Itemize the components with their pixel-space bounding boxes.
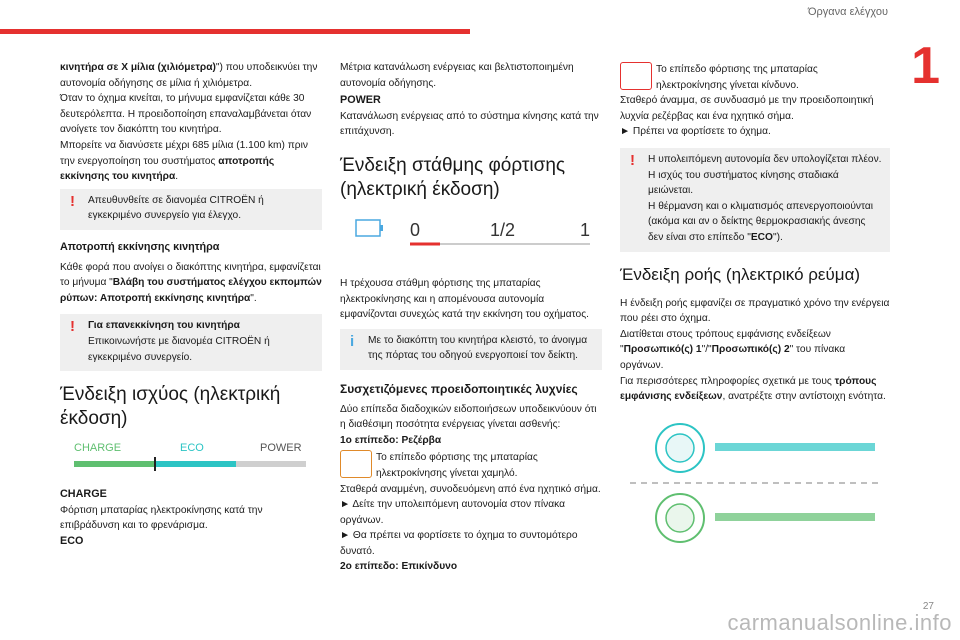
warning-note: ! Για επανεκκίνηση του κινητήρα Επικοινωνήστε με διανομέα CITROËN ή εγκεκριμένο συνεργείο. — [60, 314, 322, 371]
heading-charge: CHARGE — [60, 488, 107, 501]
heading-flow: Ένδειξη ροής (ηλεκτρικό ρεύμα) — [620, 264, 861, 284]
paragraph: Μπορείτε να διανύσετε μέχρι 685 μίλια (1.100 km) πριν την ενεργοποίηση του συστήματος αποτροπής εκκίνησης του κινητήρα. — [60, 139, 308, 183]
level-1-heading: 1ο επίπεδο: Ρεζέρβα — [340, 434, 442, 446]
page-number: 27 — [922, 601, 934, 612]
heading-warning-lamps: Συσχετιζόμενες προειδοποιητικές λυχνίες — [340, 381, 578, 396]
scale-label: 1 — [580, 219, 591, 240]
warning-icon: ! — [70, 192, 75, 210]
info-icon: i — [350, 332, 355, 350]
battery-reserve-icon — [340, 450, 372, 478]
level-2-heading: 2ο επίπεδο: Επικίνδυνο — [340, 561, 458, 573]
level-1-row: Το επίπεδο φόρτισης της μπαταρίας ηλεκτροκίνησης γίνεται χαμηλό. — [340, 450, 602, 481]
heading-charge-level: Ένδειξη στάθμης φόρτισης (ηλεκτρική έκδοση) — [340, 154, 566, 200]
scale-label: 1/2 — [490, 219, 516, 240]
warning-note: ! Η υπολειπόμενη αυτονομία δεν υπολογίζεται πλέον. Η ισχύς του συστήματος κίνησης σταδιακά μειώνεται. Η θέρμανση και ο κλιματισμός απενεργοποιούνται (ακόμα και αν ο δείκτης θερμοκρασιακής άνεσης δεν είναι στο επίπεδο "ECO"). — [620, 148, 890, 252]
paragraph: Σταθερό άναμμα, σε συνδυασμό με την προειδοποιητική λυχνία ρεζέρβας και ένα ηχητικό σήμα. — [620, 95, 874, 122]
scale-label: 0 — [410, 219, 421, 240]
battery-gauge-graphic — [340, 212, 602, 268]
paragraph: Όταν το όχημα κινείται, το μήνυμα εμφανίζεται κάθε 30 δευτερόλεπτα. Η προειδοποίηση επαναλαμβάνεται όταν ανοίγετε τον διακόπτη του κινητήρα. — [60, 93, 312, 136]
section-title: Όργανα ελέγχου — [808, 6, 888, 18]
power-gauge-label: ECO — [180, 442, 204, 455]
flow-bar — [715, 443, 875, 451]
battery-danger-icon — [620, 62, 652, 90]
paragraph: Η ένδειξη ροής εμφανίζει σε πραγματικό χρόνο την ενέργεια που ρέει στο όχημα. — [620, 297, 890, 325]
paragraph: Φόρτιση μπαταρίας ηλεκτροκίνησης κατά την επιβράδυνση και το φρενάρισμα. — [60, 504, 263, 532]
heading-power: POWER — [340, 94, 381, 107]
column-2 — [340, 60, 602, 575]
paragraph: Μέτρια κατανάλωση ενέργειας και βελτιστοποιημένη αυτονομία οδήγησης. — [340, 62, 574, 89]
bullet: ► Δείτε την υπολειπόμενη αυτονομία στον πίνακα οργάνων. — [340, 499, 566, 526]
charge-level-figure — [340, 212, 602, 268]
warning-icon: ! — [70, 318, 75, 336]
header-accent-bar — [0, 29, 470, 34]
level-2-row: Το επίπεδο φόρτισης της μπαταρίας ηλεκτροκίνησης γίνεται κίνδυνο. — [620, 62, 890, 93]
paragraph: Για περισσότερες πληροφορίες σχετικά με τους τρόπους εμφάνισης ενδείξεων, ανατρέξτε στην αντίστοιχη ενότητα. — [620, 375, 886, 403]
paragraph: Διατίθεται στους τρόπους εμφάνισης ενδείξεων "Προσωπικό(ς) 1"/"Προσωπικό(ς) 2" του πίνακα οργάνων. — [620, 328, 846, 371]
warning-icon: ! — [630, 151, 635, 169]
power-gauge-label: POWER — [260, 442, 302, 455]
paragraph: Κατανάλωση ενέργειας από το σύστημα κίνησης κατά την επιτάχυνση. — [340, 110, 599, 138]
heading-eco: ECO — [60, 534, 84, 547]
eco-segment — [156, 461, 236, 467]
bullet: ► Θα πρέπει να φορτίσετε το όχημα το συντομότερο δυνατό. — [340, 530, 578, 557]
heading-prevent-start: Αποτροπή εκκίνησης κινητήρα — [60, 240, 220, 253]
flow-figure — [620, 413, 890, 553]
battery-icon — [356, 220, 380, 236]
paragraph: Σταθερά αναμμένη, συνοδευόμενη από ένα ηχητικό σήμα. — [340, 483, 601, 495]
warning-note: ! Απευθυνθείτε σε διανομέα CITROËN ή εγκεκριμένο συνεργείο για έλεγχο. — [60, 189, 322, 230]
power-segment — [236, 461, 306, 467]
paragraph: Η τρέχουσα στάθμη φόρτισης της μπαταρίας ηλεκτροκίνησης και η απομένουσα αυτονομία εμφανίζονται συνεχώς κατά την εκκίνηση του οχήματος. — [340, 277, 589, 321]
chapter-number: 1 — [911, 37, 940, 95]
info-note: i Με το διακόπτη του κινητήρα κλειστό, το άνοιγμα της πόρτας του οδηγού ενεργοποιεί τον δείκτη. — [340, 329, 602, 370]
paragraph: κινητήρα σε Χ μίλια (χιλιόμετρα)") που υποδεικνύει την αυτονομία οδήγησης σε μίλια ή χιλιόμετρα. — [60, 62, 318, 89]
power-gauge-figure — [60, 441, 322, 477]
heading-power-gauge: Ένδειξη ισχύος (ηλεκτρική έκδοση) — [60, 384, 281, 430]
paragraph: Κάθε φορά που ανοίγει ο διακόπτης κινητήρα, εμφανίζεται το μήνυμα "Βλάβη του συστήματος ελέγχου εκπομπών ρύπων: Αποτροπή εκκίνησης κινητήρα". — [60, 261, 322, 304]
power-gauge-label: CHARGE — [74, 442, 122, 455]
flow-graphic — [620, 413, 890, 553]
charge-flow-bar — [715, 513, 875, 521]
column-3 — [620, 60, 890, 553]
paragraph: Δύο επίπεδα διαδοχικών ειδοποιήσεων υποδεικνύουν ότι η διαθέσιμη ποσότητα ενέργειας γίνεται ασθενής: — [340, 403, 597, 431]
charge-segment — [74, 461, 154, 467]
column-1 — [60, 60, 322, 553]
watermark: carmanualsonline.info — [727, 610, 952, 635]
bullet: ► Πρέπει να φορτίσετε το όχημα. — [620, 126, 771, 138]
